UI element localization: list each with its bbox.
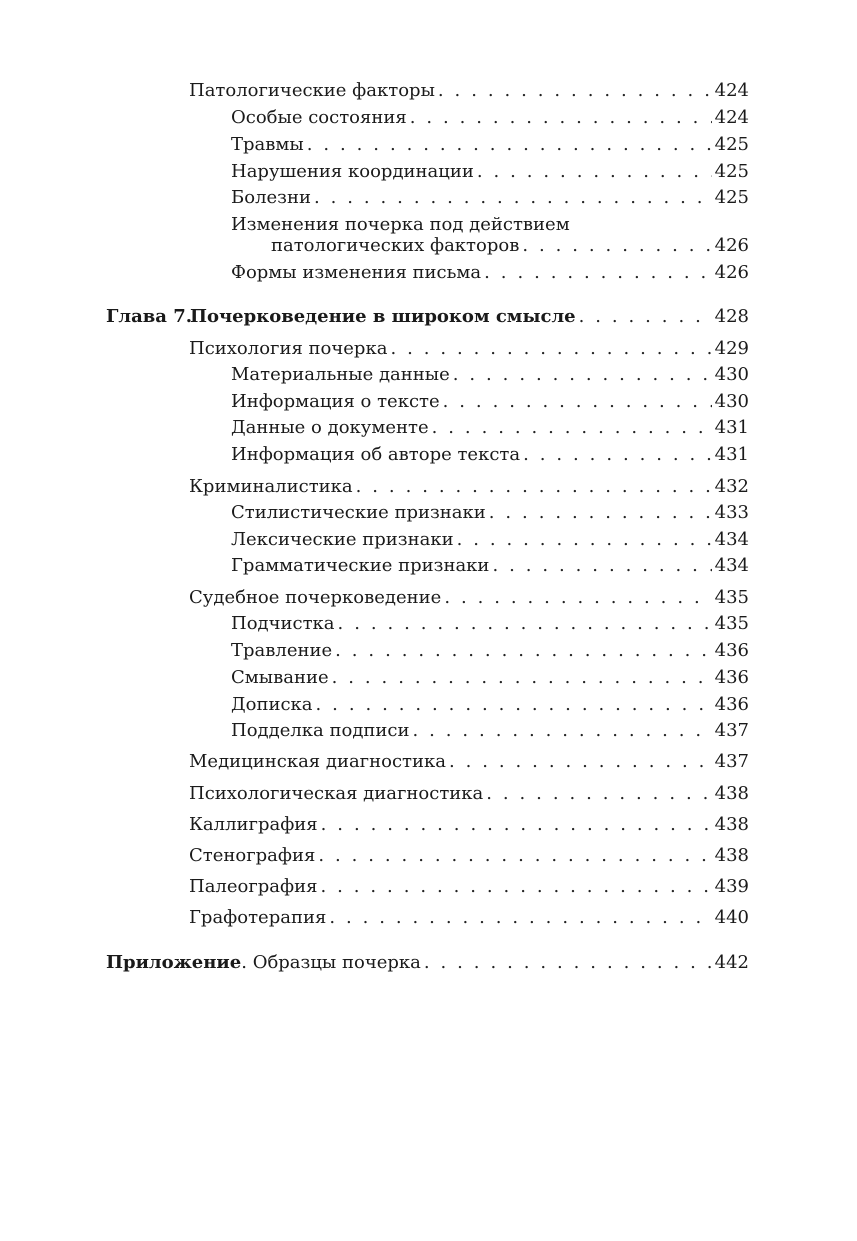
toc-entry-page: 437 xyxy=(714,720,749,741)
toc-entry[interactable] xyxy=(189,907,749,929)
toc-entry-label: Дописка xyxy=(231,694,313,715)
dot-leader xyxy=(390,338,711,360)
toc-entry-label: Нарушения координации xyxy=(231,161,474,182)
toc-entry-label: Каллиграфия xyxy=(189,814,318,835)
dot-leader xyxy=(523,444,712,466)
toc-entry-page: 438 xyxy=(714,783,749,804)
dot-leader xyxy=(316,694,712,716)
toc-entry-page: 435 xyxy=(714,587,749,608)
toc-entry-page: 425 xyxy=(714,187,749,208)
toc-entry-page: 433 xyxy=(714,502,749,523)
toc-entry-label: Материальные данные xyxy=(231,364,450,385)
toc-entry-label: Подчистка xyxy=(231,613,335,634)
toc-entry[interactable] xyxy=(231,613,749,635)
toc-entry-page: 436 xyxy=(714,694,749,715)
toc-entry-label: Психологическая диагностика xyxy=(189,783,484,804)
appendix-heading xyxy=(106,952,421,974)
toc-entry[interactable] xyxy=(231,187,749,209)
dot-leader xyxy=(320,876,711,898)
toc-entry[interactable] xyxy=(231,720,749,742)
toc-entry-label: Психология почерка xyxy=(189,338,388,359)
dot-leader xyxy=(443,391,712,413)
toc-entry-page: 424 xyxy=(714,80,749,101)
dot-leader xyxy=(486,783,711,805)
toc-chapter[interactable] xyxy=(106,306,749,328)
dot-leader xyxy=(484,262,711,284)
toc-entry-page: 439 xyxy=(714,876,749,897)
toc-entry-page: 434 xyxy=(714,529,749,550)
dot-leader xyxy=(314,187,712,209)
toc-entry-page: 434 xyxy=(714,555,749,576)
toc-entry[interactable] xyxy=(189,876,749,898)
toc-entry-label: Информация об авторе текста xyxy=(231,444,521,465)
chapter-heading xyxy=(106,306,576,328)
toc-entry[interactable] xyxy=(231,640,749,662)
chapter-title: Почерковедение в широком смысле xyxy=(190,306,576,327)
dot-leader xyxy=(444,587,711,609)
dot-leader xyxy=(329,907,711,929)
toc-entry-label: Травление xyxy=(231,640,333,661)
dot-leader xyxy=(492,555,711,577)
toc-entry-label: Подделка подписи xyxy=(231,720,410,741)
toc-entry-label: Судебное почерковедение xyxy=(189,587,442,608)
toc-entry-label: Особые состояния xyxy=(231,107,407,128)
toc-entry[interactable] xyxy=(231,134,749,156)
toc-entry-label: Лексические признаки xyxy=(231,529,454,550)
toc-entry[interactable] xyxy=(189,845,749,867)
toc-entry[interactable] xyxy=(231,444,749,466)
toc-entry-page: 428 xyxy=(714,306,749,327)
toc-entry-label: Стилистические признаки xyxy=(231,502,486,523)
toc-entry-label: Патологические факторы xyxy=(189,80,435,101)
toc-entry-label-line1[interactable]: Изменения почерка под действием xyxy=(231,214,570,235)
chapter-number: Глава 7. xyxy=(106,306,193,327)
toc-entry[interactable] xyxy=(231,391,749,413)
toc-entry[interactable] xyxy=(231,694,749,716)
toc-entry-label: Стенография xyxy=(189,845,316,866)
toc-entry-page: 442 xyxy=(714,952,749,973)
toc-entry-page: 425 xyxy=(714,161,749,182)
toc-entry-label: Болезни xyxy=(231,187,311,208)
toc-entry[interactable] xyxy=(231,364,749,386)
toc-entry[interactable] xyxy=(231,555,749,577)
dot-leader xyxy=(335,640,712,662)
toc-entry-label: Графотерапия xyxy=(189,907,327,928)
toc-entry[interactable] xyxy=(189,751,749,773)
toc-entry-page: 431 xyxy=(714,444,749,465)
toc-entry-page: 437 xyxy=(714,751,749,772)
toc-entry[interactable] xyxy=(271,235,749,257)
toc-entry-label: Смывание xyxy=(231,667,329,688)
dot-leader xyxy=(412,720,711,742)
toc-entry[interactable] xyxy=(189,783,749,805)
dot-leader xyxy=(410,107,712,129)
toc-entry-page: 436 xyxy=(714,667,749,688)
dot-leader xyxy=(424,952,712,974)
toc-entry-page: 429 xyxy=(714,338,749,359)
toc-entry-label: Информация о тексте xyxy=(231,391,440,412)
toc-entry-page: 430 xyxy=(714,364,749,385)
dot-leader xyxy=(356,476,712,498)
toc-entry-page: 438 xyxy=(714,845,749,866)
toc-entry[interactable] xyxy=(189,476,749,498)
toc-entry-label: Грамматические признаки xyxy=(231,555,490,576)
toc-entry-page: 426 xyxy=(714,235,749,256)
toc-entry-label: Криминалистика xyxy=(189,476,353,497)
toc-entry-page: 426 xyxy=(714,262,749,283)
toc-entry[interactable] xyxy=(189,587,749,609)
toc-entry-page: 438 xyxy=(714,814,749,835)
appendix-title: . Образцы почерка xyxy=(241,952,421,973)
toc-entry-page: 424 xyxy=(714,107,749,128)
dot-leader xyxy=(432,417,712,439)
toc-entry[interactable] xyxy=(231,502,749,524)
dot-leader xyxy=(332,667,712,689)
toc-entry-page: 440 xyxy=(714,907,749,928)
toc-entry-page: 435 xyxy=(714,613,749,634)
toc-entry[interactable] xyxy=(231,161,749,183)
toc-entry-label: Данные о документе xyxy=(231,417,429,438)
dot-leader xyxy=(321,814,712,836)
dot-leader xyxy=(579,306,712,328)
toc-entry-label: Палеография xyxy=(189,876,318,897)
dot-leader xyxy=(338,613,712,635)
toc-entry-label: Формы изменения письма xyxy=(231,262,482,283)
dot-leader xyxy=(318,845,711,867)
toc-entry[interactable] xyxy=(231,107,749,129)
toc-entry-page: 432 xyxy=(714,476,749,497)
toc-entry-label: Медицинская диагностика xyxy=(189,751,446,772)
toc-entry-page: 431 xyxy=(714,417,749,438)
toc-entry-page: 430 xyxy=(714,391,749,412)
toc-entry[interactable] xyxy=(231,417,749,439)
toc-entry-page: 436 xyxy=(714,640,749,661)
dot-leader xyxy=(449,751,712,773)
dot-leader xyxy=(477,161,712,183)
dot-leader xyxy=(453,364,712,386)
toc-entry-label: патологических факторов xyxy=(271,235,520,256)
appendix-prefix: Приложение xyxy=(106,952,242,973)
toc-entry-label: Травмы xyxy=(231,134,304,155)
toc-entry[interactable] xyxy=(231,262,749,284)
toc-entry[interactable] xyxy=(231,529,749,551)
toc-appendix[interactable] xyxy=(106,952,749,974)
toc-entry[interactable] xyxy=(189,814,749,836)
dot-leader xyxy=(489,502,712,524)
dot-leader xyxy=(438,80,712,102)
toc-entry-page: 425 xyxy=(714,134,749,155)
dot-leader xyxy=(522,235,711,257)
dot-leader xyxy=(457,529,712,551)
dot-leader xyxy=(307,134,712,156)
toc-entry[interactable] xyxy=(231,667,749,689)
toc-entry[interactable] xyxy=(189,338,749,360)
toc-entry[interactable] xyxy=(189,80,749,102)
